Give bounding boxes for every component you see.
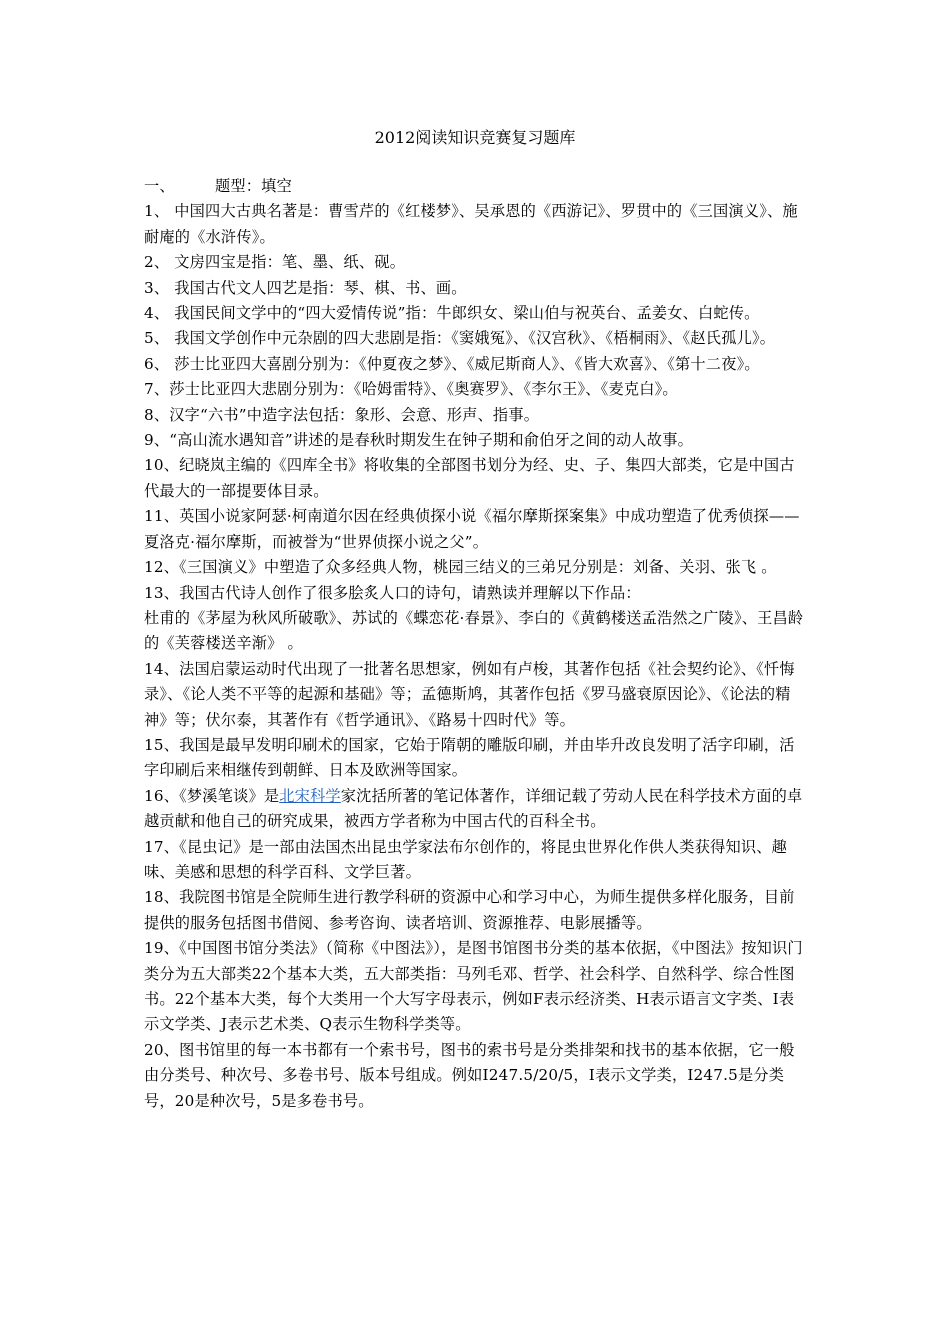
section-label: 题型：填空 — [215, 177, 292, 195]
question-item-12: 12、《三国演义》中塑造了众多经典人物，桃园三结义的三弟兄分别是：刘备、关羽、张飞 。 — [144, 558, 777, 577]
question-item-16-after: 家沈括所著的笔记体著作，详细记载了劳动人民在科学技术方面的卓越贡献和他自己的研究成果，被西方学者称为中国古代的百科全书。 — [144, 786, 803, 831]
question-item-19: 19、《中国图书馆分类法》（简称《中图法》），是图书馆图书分类的基本依据，《中图法》按知识门类分为五大部类22个基本大类，五大部类指：马列毛邓、哲学、社会科学、自然科学、综合性图书。22个基本大类，每个大类用一个大写字母表示，例如F表示经济类、H表示语言文字类、I表示文学类、J表示艺术类、Q表示生物科学类等。 — [144, 939, 803, 1034]
question-item-16-before: 16、《梦溪笔谈》是 — [144, 786, 280, 805]
question-item-11: 11、英国小说家阿瑟·柯南道尔因在经典侦探小说《福尔摩斯探案集》中成功塑造了优秀侦探——夏洛克·福尔摩斯，而被誉为“世界侦探小说之父”。 — [144, 507, 800, 551]
question-item-16 — [144, 784, 806, 835]
question-item-9: 9、“高山流水遇知音”讲述的是春秋时期发生在钟子期和俞伯牙之间的动人故事。 — [144, 431, 693, 450]
section-number: 一、 — [144, 177, 175, 195]
document-title: 2012阅读知识竞赛复习题库 — [374, 128, 576, 147]
question-item-18: 18、我院图书馆是全院师生进行教学科研的资源中心和学习中心，为师生提供多样化服务，目前提供的服务包括图书借阅、参考咨询、读者培训、资源推荐、电影展播等。 — [144, 888, 795, 932]
question-item-20: 20、图书馆里的每一本书都有一个索书号，图书的索书号是分类排架和找书的基本依据，它一般由分类号、种次号、多卷书号、版本号组成。例如I247.5/20/5，I表示文学类，I247.5是分类号，20是种次号，5是多卷书号。 — [144, 1040, 795, 1110]
question-item-8: 8、汉字“六书”中造字法包括：象形、会意、形声、指事。 — [144, 405, 540, 424]
question-item-5: 5、 我国文学创作中元杂剧的四大悲剧是指：《窦娥冤》、《汉宫秋》、《梧桐雨》、《赵氏孤儿》。 — [144, 329, 776, 348]
question-item-15: 15、我国是最早发明印刷术的国家，它始于隋朝的雕版印刷，并由毕升改良发明了活字印刷，活字印刷后来相继传到朝鲜、日本及欧洲等国家。 — [144, 735, 795, 780]
question-item-7: 7、莎士比亚四大悲剧分别为：《哈姆雷特》、《奥赛罗》、《李尔王》、《麦克白》。 — [144, 380, 678, 399]
northern-song-science-link[interactable]: 北宋科学 — [279, 786, 341, 805]
question-item-14: 14、法国启蒙运动时代出现了一批著名思想家，例如有卢梭，其著作包括《社会契约论》、《忏悔录》、《论人类不平等的起源和基础》等；孟德斯鸠，其著作包括《罗马盛衰原因论》、《论法的精神》等；伏尔泰，其著作有《哲学通讯》、《路易十四时代》等。 — [144, 659, 795, 729]
document-body — [144, 174, 806, 1114]
question-item-3: 3、 我国古代文人四艺是指：琴、棋、书、画。 — [144, 278, 467, 297]
question-item-10: 10、纪晓岚主编的《四库全书》将收集的全部图书划分为经、史、子、集四大部类，它是中国古代最大的一部提要体目录。 — [144, 456, 795, 500]
question-item-13-works: 杜甫的《茅屋为秋风所破歌》、苏试的《蝶恋花·春景》、李白的《黄鹤楼送孟浩然之广陵》、王昌龄的《芙蓉楼送辛渐》 。 — [144, 608, 804, 653]
question-item-1: 1、 中国四大古典名著是：曹雪芹的《红楼梦》、吴承恩的《西游记》、罗贯中的《三国演义》、施耐庵的《水浒传》。 — [144, 202, 798, 246]
question-item-6: 6、 莎士比亚四大喜剧分别为：《仲夏夜之梦》、《威尼斯商人》、《皆大欢喜》、《第十二夜》。 — [144, 354, 760, 373]
section-heading — [144, 174, 806, 199]
question-item-2: 2、 文房四宝是指：笔、墨、纸、砚。 — [144, 253, 406, 272]
question-item-17: 17、《昆虫记》是一部由法国杰出昆虫学家法布尔创作的，将昆虫世界化作供人类获得知识、趣味、美感和思想的科学百科、文学巨著。 — [144, 837, 788, 881]
question-item-4: 4、 我国民间文学中的“四大爱情传说”指：牛郎织女、梁山伯与祝英台、孟姜女、白蛇传。 — [144, 304, 760, 323]
question-item-13: 13、我国古代诗人创作了很多脍炙人口的诗句，请熟读并理解以下作品： — [144, 583, 641, 602]
